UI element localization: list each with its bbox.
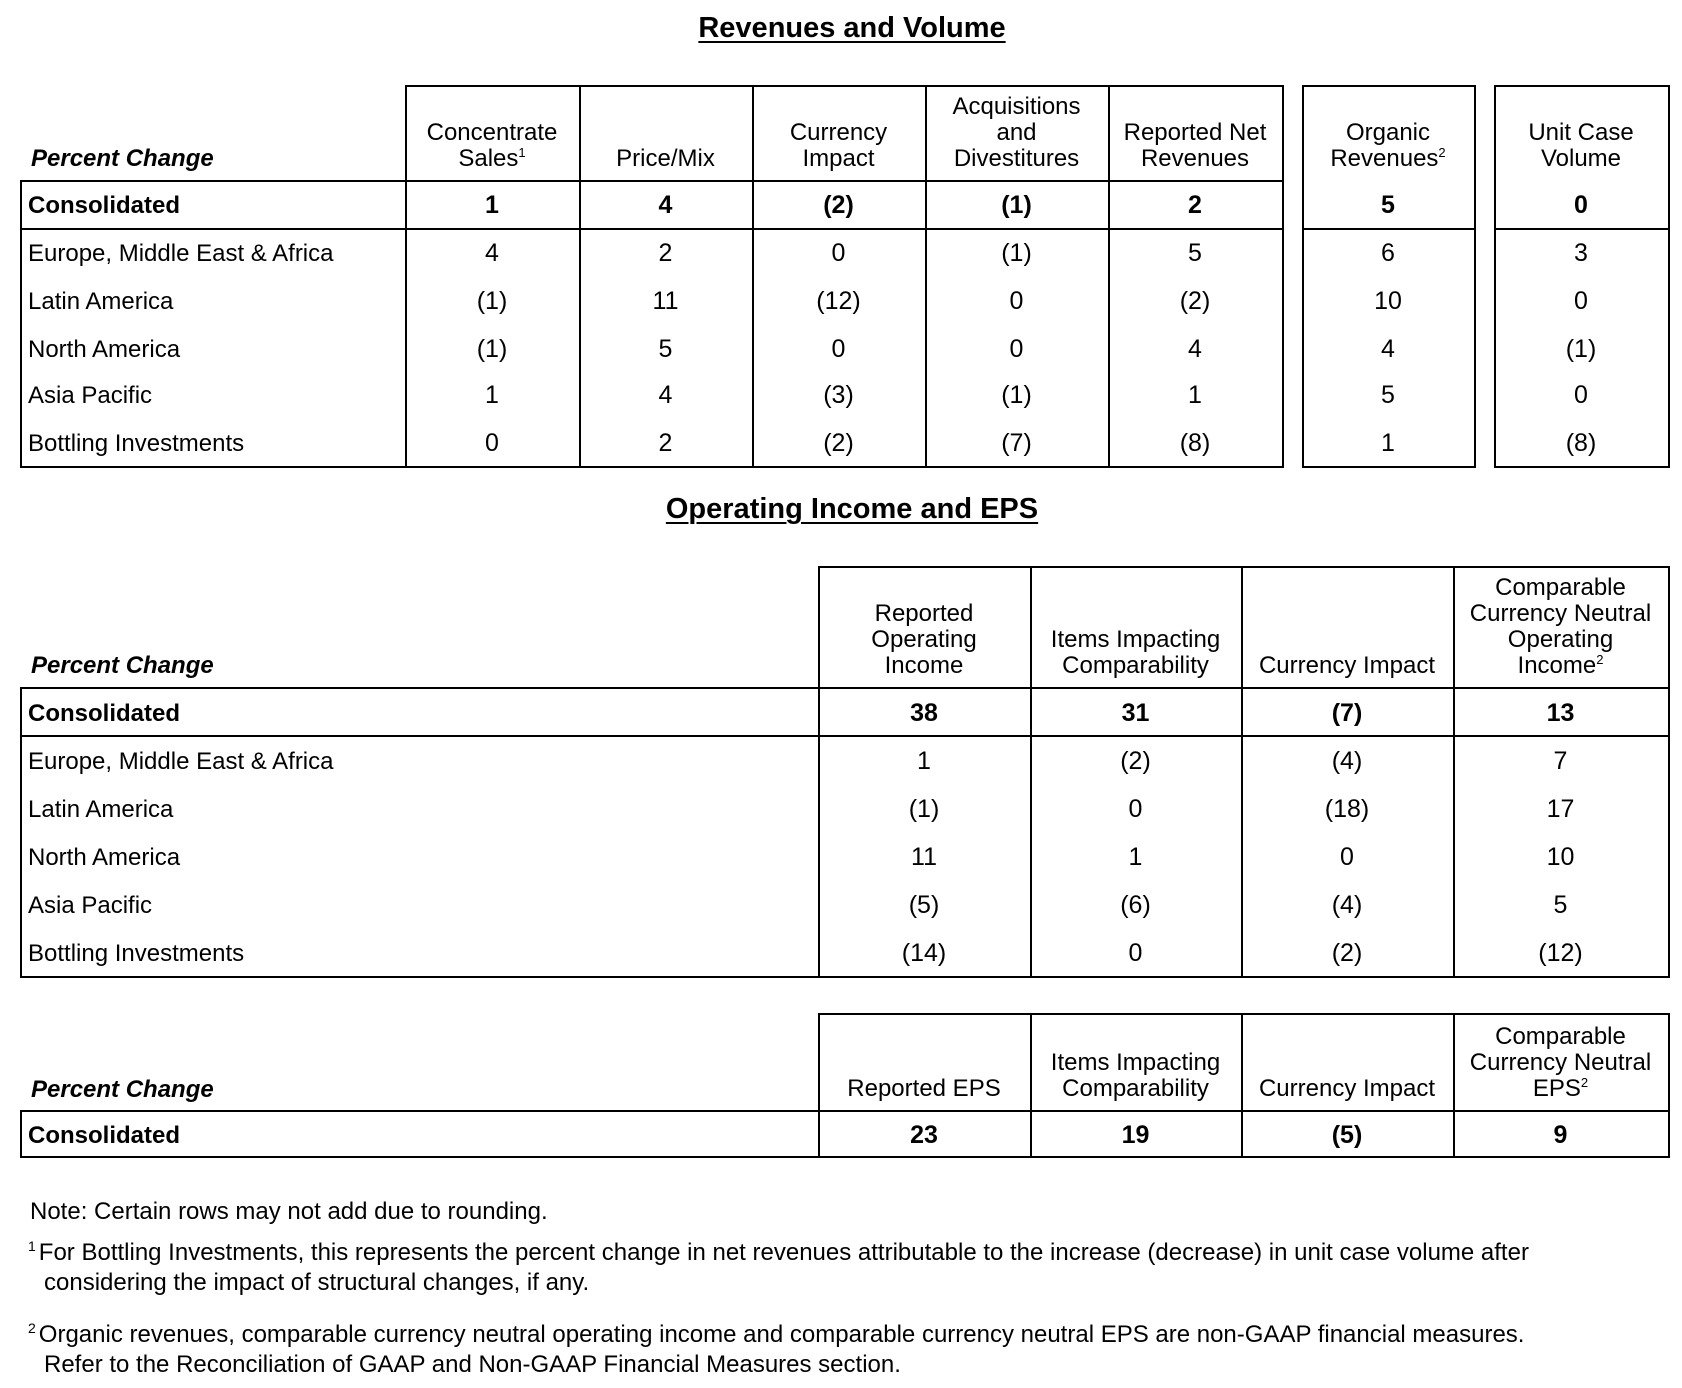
footnote-marker: 1 [518,145,526,160]
operating-row-label: North America [28,844,181,871]
revenues-row-label: Europe, Middle East & Africa [28,240,334,267]
operating-cell: (6) [1120,891,1151,919]
operating-row-label: Latin America [28,796,174,823]
revenues-cell: 1 [485,191,499,219]
footnote-1-number: 1 [28,1238,36,1254]
operating-row-label: Asia Pacific [28,892,153,919]
operating-cell: 31 [1121,699,1150,727]
operating-column-header-0-line: Operating [871,626,977,653]
operating-cell: 13 [1546,699,1575,727]
operating-column-header-0 [818,566,1030,679]
eps-column-header-0-line: Reported EPS [847,1075,1001,1102]
revenues-cell: 1 [1381,429,1395,457]
revenues-column-header-0-line: Concentrate [426,119,558,146]
revenues-cell: 0 [1574,381,1588,409]
revenues-cell: 2 [658,239,673,267]
revenues-column-header-6 [1494,85,1668,172]
operating-cell: (18) [1324,795,1370,823]
eps-column-header-3 [1453,1013,1668,1102]
row-header-percent-change: Percent Change [31,1076,214,1103]
footnote-1-line2: considering the impact of structural changes, if any. [44,1269,590,1296]
operating-row-label: Consolidated [28,700,181,727]
revenues-cell: 0 [485,429,499,457]
operating-main-box [20,687,1670,978]
revenues-cell: 0 [1009,335,1024,363]
operating-column-header-3-line: Comparable [1495,574,1626,601]
revenues-cell: 0 [831,335,846,363]
eps-column-header-0 [818,1013,1030,1102]
operating-column-header-1 [1030,566,1241,679]
revenues-cell: (8) [1565,429,1597,457]
operating-column-header-2-line: Currency Impact [1258,652,1436,679]
operating-cell: 17 [1546,795,1575,823]
revenues-cell: 4 [485,239,499,267]
revenues-row-label: Consolidated [28,192,181,219]
revenues-cell: 11 [652,287,679,315]
operating-cell: (12) [1538,939,1583,967]
revenues-column-header-3 [925,85,1108,172]
revenues-cell: (2) [823,429,854,457]
operating-cell: (2) [1331,939,1363,967]
footnote-1 [28,1238,1668,1298]
revenues-cell: (12) [816,287,861,315]
operating-column-header-2 [1241,566,1453,679]
revenues-cell: (1) [1565,335,1597,363]
operating-section-title: Operating Income and EPS [665,493,1039,525]
revenues-cell: (1) [1001,381,1032,409]
operating-cell: (4) [1331,891,1363,919]
revenues-column-header-2-line: Impact [802,145,875,172]
operating-column-header-1-line: Comparability [1062,652,1209,679]
revenues-column-header-0 [405,85,579,172]
revenues-cell: 0 [831,239,846,267]
revenues-cell: (7) [1001,429,1032,457]
revenues-row-label: North America [28,336,181,363]
footnote-marker: 2 [1580,1075,1589,1090]
eps-cell: 19 [1121,1121,1150,1149]
revenues-cell: 0 [1574,191,1588,219]
operating-column-header-3 [1453,566,1668,679]
revenues-column-header-4-line: Reported Net [1123,119,1267,146]
rounding-note: Note: Certain rows may not add due to rounding. [30,1198,548,1225]
revenues-column-header-6-line: Unit Case [1528,119,1634,146]
eps-column-header-3-line: Currency Neutral [1469,1049,1652,1076]
revenues-cell: (2) [823,191,854,219]
revenues-cell: 6 [1381,239,1395,267]
revenues-cell: 0 [1009,287,1024,315]
revenues-column-header-2 [752,85,925,172]
revenues-cell: 0 [1574,287,1588,315]
revenues-cell: 4 [658,381,673,409]
footnote-2-line1: Organic revenues, comparable currency neutral operating income and comparable currency neutral EPS are non-GAAP financial measures. [38,1321,1525,1348]
operating-column-header-3-line: Income$^2$ [1517,652,1604,679]
footnote-2 [28,1320,1668,1380]
operating-row-label: Bottling Investments [28,940,245,967]
footnote-2-number: 2 [28,1320,36,1336]
column-divider [405,180,407,468]
eps-column-header-1-line: Comparability [1062,1075,1209,1102]
footnote-2-line2: Refer to the Reconciliation of GAAP and Non-GAAP Financial Measures section. [44,1351,901,1378]
row-divider [1302,228,1476,230]
operating-row-label: Europe, Middle East & Africa [28,748,334,775]
operating-cell: 38 [910,699,938,727]
eps-column-header-2-line: Currency Impact [1258,1075,1436,1102]
eps-row-label: Consolidated [28,1122,181,1149]
revenues-cell: 1 [1188,381,1202,409]
revenues-main-box [20,180,1284,468]
revenues-cell: (8) [1179,429,1211,457]
revenues-column-header-5 [1302,85,1474,172]
revenues-cell: 4 [658,191,673,219]
revenues-row-label: Asia Pacific [28,382,153,409]
revenues-column-header-4-line: Revenues [1140,145,1250,172]
row-header-percent-change: Percent Change [31,652,214,679]
row-header-percent-change: Percent Change [31,145,214,172]
eps-column-header-1-line: Items Impacting [1050,1049,1221,1076]
row-divider [20,735,1670,737]
operating-cell: (7) [1331,699,1363,727]
revenues-cell: 2 [1188,191,1202,219]
operating-column-header-3-line: Operating [1507,626,1614,653]
row-divider [1494,228,1670,230]
revenues-cell: (1) [476,287,508,315]
revenues-column-header-1-line: Price/Mix [616,145,715,172]
revenues-cell: (3) [823,381,854,409]
eps-column-header-3-line: EPS$^2$ [1532,1075,1589,1102]
revenues-column-header-5-line: Organic [1345,119,1431,146]
operating-cell: 0 [1128,939,1143,967]
operating-cell: 11 [911,843,937,871]
revenues-cell: (2) [1179,287,1211,315]
eps-column-header-1 [1030,1013,1241,1102]
operating-cell: 1 [1128,843,1143,871]
eps-column-header-3-line: Comparable [1495,1023,1626,1050]
revenues-cell: 2 [658,429,673,457]
revenues-column-header-3-line: and [996,119,1037,146]
revenues-column-header-6-line: Volume [1540,145,1622,172]
operating-cell: 0 [1128,795,1143,823]
revenues-cell: (1) [1001,191,1032,219]
revenues-column-header-3-line: Divestitures [953,145,1080,172]
revenues-cell: 4 [1188,335,1202,363]
column-divider [818,687,820,978]
operating-cell: (2) [1120,747,1151,775]
footnote-marker: 2 [1438,145,1446,160]
revenues-cell: (1) [1001,239,1032,267]
operating-cell: 7 [1553,747,1568,775]
revenues-column-header-0-line: Sales$^1$ [458,145,526,172]
revenues-column-header-5-line: Revenues$^2$ [1330,145,1446,172]
operating-cell: 10 [1546,843,1575,871]
operating-cell: (5) [908,891,940,919]
operating-cell: 5 [1553,891,1568,919]
revenues-column-header-3-line: Acquisitions [952,93,1081,120]
operating-cell: 0 [1340,843,1354,871]
revenues-cell: 5 [1381,381,1395,409]
revenues-column-header-1 [579,85,752,172]
operating-column-header-3-line: Currency Neutral [1469,600,1652,627]
revenues-cell: 5 [658,335,673,363]
revenues-cell: 4 [1381,335,1395,363]
eps-cell: (5) [1331,1121,1363,1149]
revenues-cell: (1) [476,335,508,363]
revenues-cell: 1 [485,381,499,409]
operating-column-header-0-line: Reported [874,600,974,627]
eps-cell: 9 [1553,1121,1568,1149]
operating-column-header-0-line: Income [884,652,964,679]
revenues-row-label: Latin America [28,288,174,315]
operating-column-header-1-line: Items Impacting [1050,626,1221,653]
revenues-cell: 10 [1374,287,1402,315]
revenues-cell: 3 [1574,239,1588,267]
operating-cell: (4) [1331,747,1363,775]
eps-cell: 23 [910,1121,938,1149]
footnote-marker: 2 [1596,652,1604,667]
operating-cell: 1 [917,747,931,775]
revenues-cell: 5 [1188,239,1202,267]
operating-cell: (14) [901,939,947,967]
revenues-column-header-2-line: Currency [789,119,888,146]
eps-column-header-2 [1241,1013,1453,1102]
revenues-cell: 5 [1381,191,1395,219]
revenues-section-title: Revenues and Volume [698,12,1006,44]
revenues-column-header-4 [1108,85,1282,172]
operating-cell: (1) [908,795,940,823]
footnote-1-line1: For Bottling Investments, this represents the percent change in net revenues attributable to the increase (decrease) in unit case volume after [38,1239,1529,1266]
revenues-row-label: Bottling Investments [28,430,245,457]
row-divider [20,228,1284,230]
